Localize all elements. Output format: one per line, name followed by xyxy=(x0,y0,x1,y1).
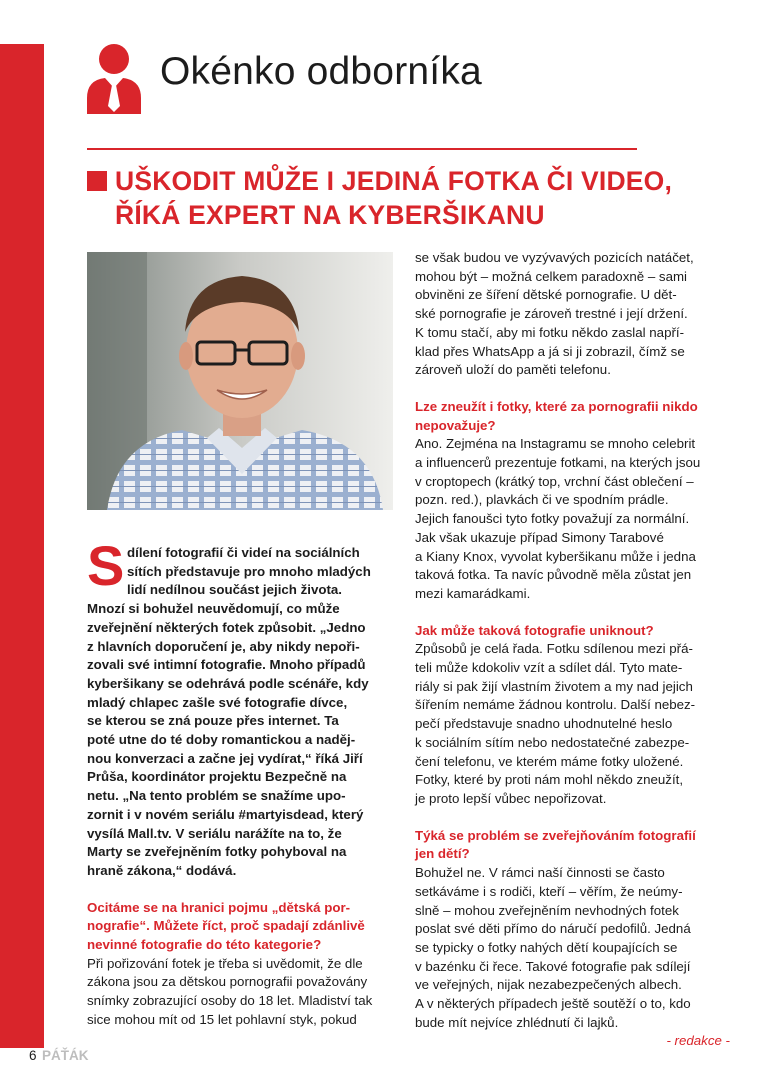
lead-line: Marty se zveřejněním fotky pohyboval na xyxy=(87,844,347,860)
answer-line: mohou být – možná celkem paradoxně – sami xyxy=(415,268,687,284)
answer-line: zároveň uloží do paměti telefonu. xyxy=(415,362,611,378)
answer-line: slně – mohou zveřejněním nevhodných fotek xyxy=(415,902,679,918)
lead-line: hraně zákona,“ dodává. xyxy=(87,862,237,878)
lead-line: Mnozí si bohužel neuvědomují, co může xyxy=(87,601,340,617)
lead-line: Průša, koordinátor projektu Bezpečně na xyxy=(87,769,347,785)
answer-line: se však budou ve vyzývavých pozicích natáčet, xyxy=(415,250,694,265)
lead-line: lidí nedílnou součást jejich života. xyxy=(127,582,343,598)
answer-line: teli může kdokoliv vzít a sdílet dál. Tyto mate- xyxy=(415,660,683,676)
question-line: Lze zneužít i fotky, které za pornografii nikdo xyxy=(415,398,698,414)
answer-line: ve veřejných, nijak nezabezpečených albech. xyxy=(415,977,682,993)
question-2 xyxy=(415,398,730,435)
question-line: nevinné fotografie do této kategorie? xyxy=(87,937,322,953)
answer-line: Bohužel ne. V rámci naší činnosti se často xyxy=(415,865,665,881)
answer-line: sice mohou mít od 15 let pohlavní styk, pokud xyxy=(87,1011,357,1027)
answer-line: Ano. Zejména na Instagramu se mnoho celebrit xyxy=(415,436,696,452)
lead-line: z hlavních doporučení je, aby nikdy nepoři- xyxy=(87,638,360,654)
headline-line-2: ŘÍKÁ EXPERT NA KYBERŠIKANU xyxy=(115,200,545,230)
answer-line: v croptopech (krátký top, vrchní část oblečení – xyxy=(415,473,694,489)
left-column xyxy=(87,534,397,1030)
answer-line: v bazénku či řece. Takové fotografie pak sdílejí xyxy=(415,958,691,974)
headline-line-1: UŠKODIT MŮŽE I JEDINÁ FOTKA ČI VIDEO, xyxy=(115,166,673,196)
answer-1-continued xyxy=(415,249,730,380)
answer-line: a influencerů prezentuje fotkami, na kterých jsou xyxy=(415,455,701,471)
answer-line: šířením nemáme žádnou kontrolu. Další nebez- xyxy=(415,697,696,713)
answer-2 xyxy=(415,435,730,603)
article-headline xyxy=(115,164,672,232)
question-line: nografie“. Můžete říct, proč spadají zdánlivě xyxy=(87,918,365,934)
answer-line: snímky zobrazující osoby do 18 let. Mladiství tak xyxy=(87,993,373,1009)
answer-line: mezi kamarádkami. xyxy=(415,585,531,601)
answer-line: se typicky o fotky nahých dětí koupajících se xyxy=(415,939,678,955)
answer-line: zákona jsou za dětskou pornografii považovány xyxy=(87,974,368,990)
question-line: Týká se problém se zveřejňováním fotografií xyxy=(415,827,696,843)
answer-line: A v některých případech ještě soutěží o to, kdo xyxy=(415,996,691,1012)
question-1 xyxy=(87,899,397,955)
lead-line: mladý chlapec zašle své fotografie dívce, xyxy=(87,694,348,710)
question-line: jen dětí? xyxy=(415,846,470,862)
answer-line: Jak však ukazuje případ Simony Tarabové xyxy=(415,529,664,545)
lead-line: zveřejnění některých fotek způsobit. „Jedno xyxy=(87,619,366,635)
answer-line: K tomu stačí, aby mi fotku někdo zaslal napří- xyxy=(415,324,685,340)
section-divider xyxy=(87,148,637,150)
lead-line: netu. „Na tento problém se snažíme upo- xyxy=(87,788,346,804)
answer-4 xyxy=(415,864,730,1032)
answer-line: k sociálním sítím nebo nedostatečné zabezpe- xyxy=(415,734,690,750)
answer-line: pečí představuje snadno uhodnutelné heslo xyxy=(415,716,673,732)
answer-line: setkáváme i s rodiči, kteří – věřím, že neúmy- xyxy=(415,883,683,899)
answer-line: taková fotka. Ta navíc původně měla zůstat jen xyxy=(415,567,692,583)
page-number: 6 xyxy=(29,1048,37,1063)
question-line: nepovažuje? xyxy=(415,417,496,433)
lead-line: zovali své intimní fotografie. Mnoho případů xyxy=(87,657,366,673)
answer-line: pozn. red.), plavkách či ve spodním prádle. xyxy=(415,492,669,508)
lead-line: kyberšikany se odehrává podle scénáře, kdy xyxy=(87,675,369,691)
answer-3 xyxy=(415,640,730,808)
answer-line: Jejich fanoušci tyto fotky považují za normální. xyxy=(415,511,690,527)
answer-line: poslat své děti přímo do náručí pedofilů. Jedná xyxy=(415,921,691,937)
dropcap: S xyxy=(87,534,125,597)
lead-body xyxy=(87,600,397,881)
answer-line: ské pornografie je zároveň trestné i její držení. xyxy=(415,306,688,322)
question-3 xyxy=(415,622,730,641)
question-line: Ocitáme se na hranici pojmu „dětská por- xyxy=(87,899,351,915)
lead-line: zornit i v novém seriálu #martyisdead, který xyxy=(87,806,364,822)
question-line: Jak může taková fotografie uniknout? xyxy=(415,622,654,638)
answer-line: Fotky, které by proti nám mohl někdo zneužít, xyxy=(415,772,684,788)
magazine-brand: PÁŤÁK xyxy=(42,1048,89,1063)
answer-line: čení telefonu, ve kterém máme fotky uložené. xyxy=(415,753,684,769)
answer-line: klad přes WhatsApp a já si ji zobrazil, čímž se xyxy=(415,343,685,359)
answer-line: riály si pak žijí vlastním životem a my nad jejich xyxy=(415,678,693,694)
lead-intro xyxy=(87,534,397,600)
person-tie-icon xyxy=(83,42,145,114)
lead-line: se kterou se zná pouze přes internet. Ta xyxy=(87,713,339,729)
answer-line: obviněni ze šíření dětské pornografie. U dět- xyxy=(415,287,677,303)
lead-line: vysílá Mall.tv. V seriálu narážíte na to, že xyxy=(87,825,342,841)
expert-portrait-photo xyxy=(87,252,393,510)
author-signature: - redakce - xyxy=(666,1033,730,1049)
lead-line: dílení fotografií či videí na sociálních xyxy=(127,545,360,560)
question-4 xyxy=(415,827,730,864)
answer-line: je proto lepší vůbec nepořizovat. xyxy=(415,790,607,806)
lead-line: nou konverzaci a začne jej vydírat,“ říká Jiří xyxy=(87,750,363,766)
section-title: Okénko odborníka xyxy=(160,50,482,93)
answer-line: bude mít nejvíce zhlédnutí či lajků. xyxy=(415,1014,619,1030)
answer-line: a Kiany Knox, vyvolat kyberšikanu může i jedna xyxy=(415,548,696,564)
answer-line: Způsobů je celá řada. Fotku sdílenou mezi přá- xyxy=(415,641,693,657)
answer-line: Při pořizování fotek je třeba si uvědomit, že dle xyxy=(87,955,363,971)
lead-line: poté utne do té doby romantickou a naděj- xyxy=(87,732,356,748)
lead-line: sítích představuje pro mnoho mladých xyxy=(127,563,371,579)
right-column xyxy=(415,249,730,1051)
headline-marker xyxy=(87,171,107,191)
answer-1-start xyxy=(87,955,397,1030)
left-accent-bar xyxy=(0,44,44,1048)
